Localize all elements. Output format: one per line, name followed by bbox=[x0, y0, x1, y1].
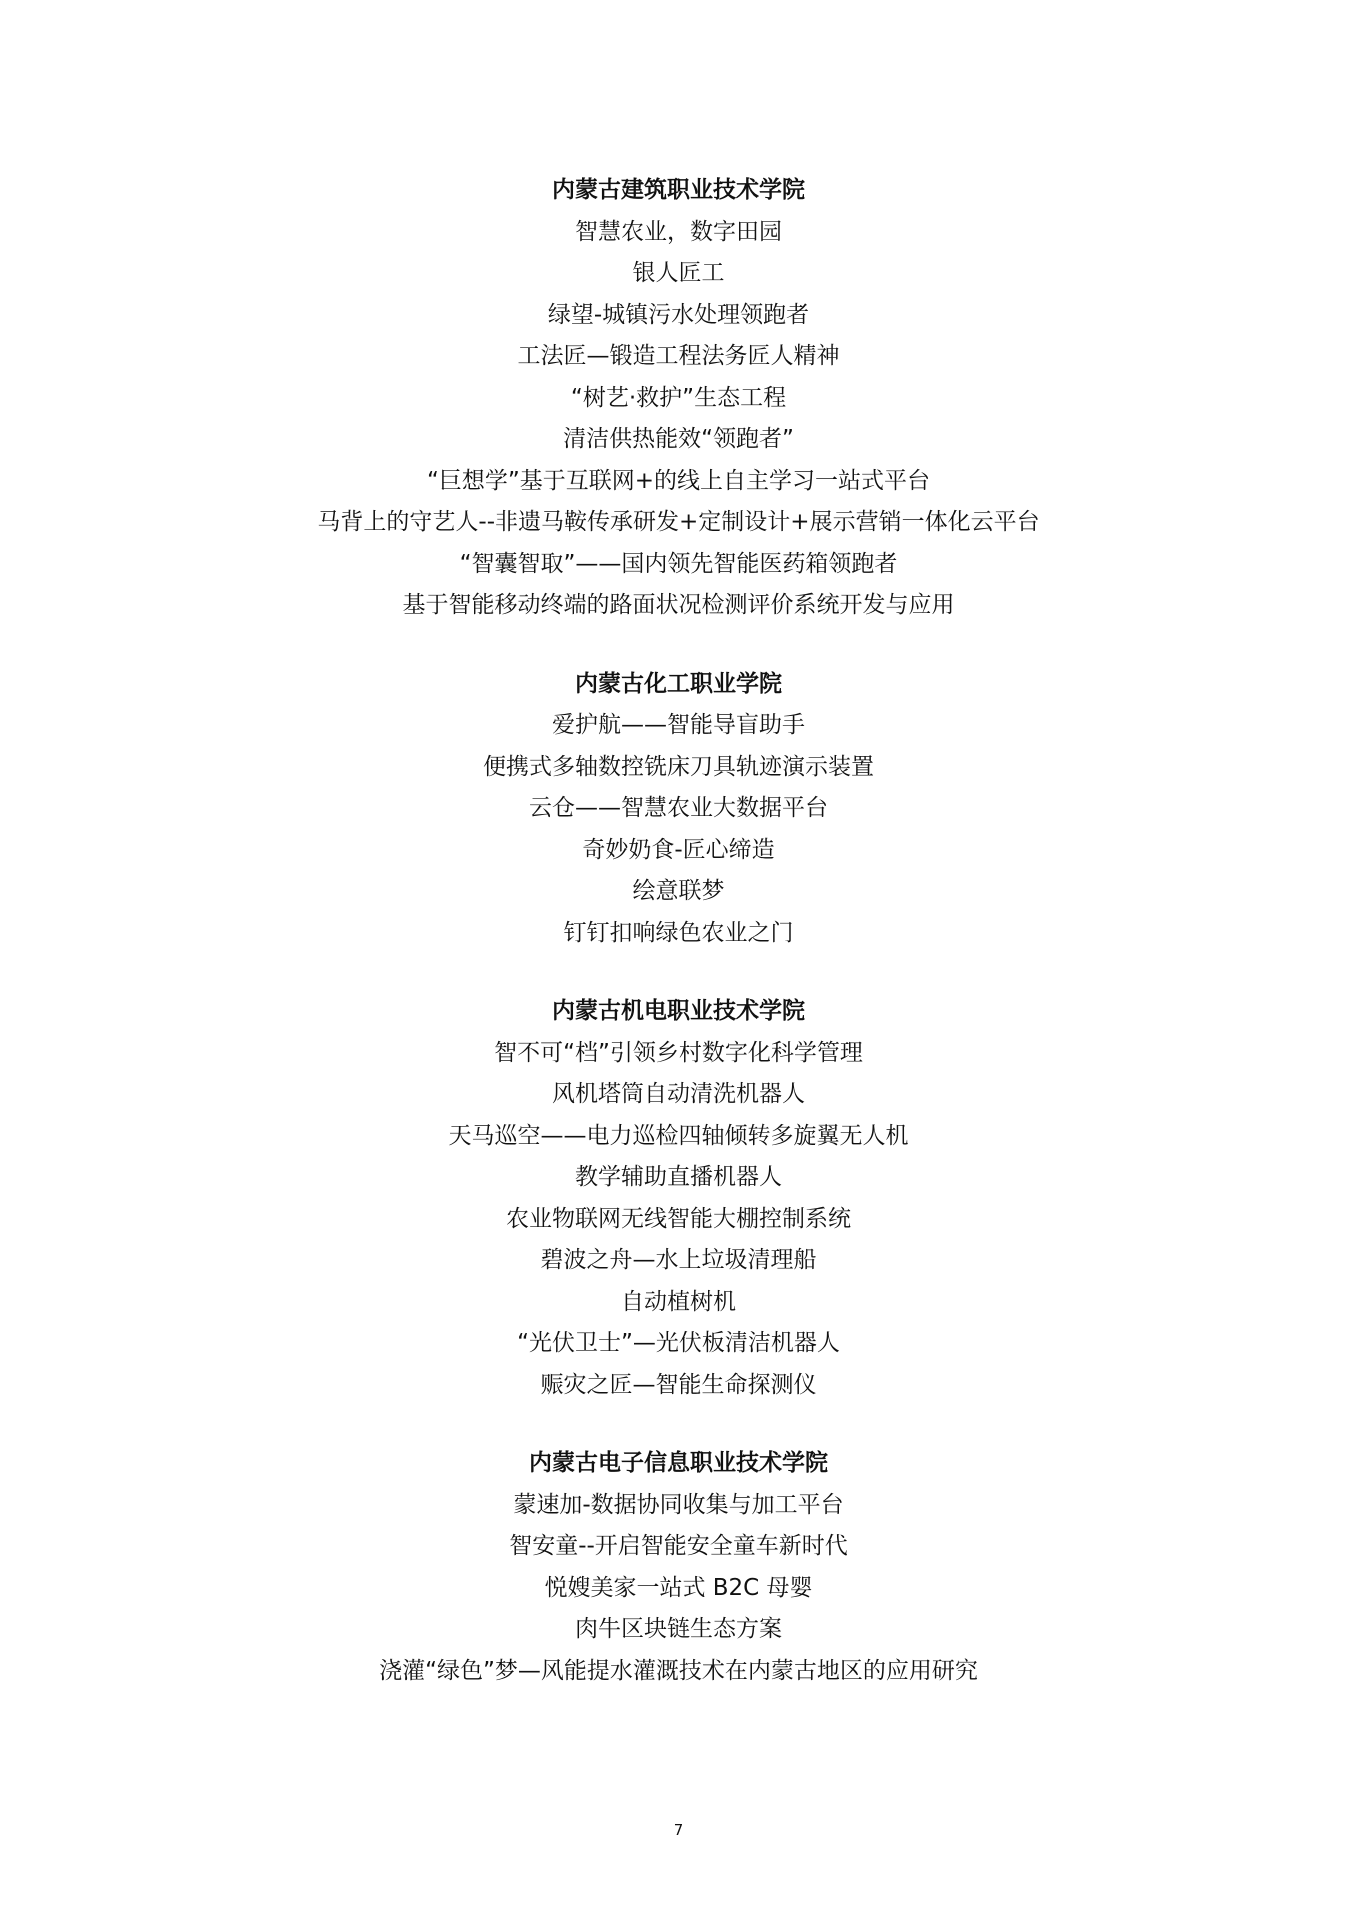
project-item: “巨想学”基于互联网+的线上自主学习一站式平台 bbox=[426, 467, 931, 494]
project-item: 智慧农业，数字田园 bbox=[575, 218, 782, 245]
project-item: 赈灾之匠—智能生命探测仪 bbox=[540, 1371, 817, 1398]
project-item: 云仓——智慧农业大数据平台 bbox=[529, 795, 828, 821]
project-item: 悦嫂美家一站式 B2C 母婴 bbox=[544, 1574, 813, 1601]
school-title: 内蒙古机电职业技术学院 bbox=[552, 998, 805, 1024]
project-item: 蒙速加-数据协同收集与加工平台 bbox=[513, 1491, 844, 1518]
document-body bbox=[0, 170, 1357, 1729]
project-item: 肉牛区块链生态方案 bbox=[575, 1616, 782, 1642]
project-item: 天马巡空——电力巡检四轴倾转多旋翼无人机 bbox=[448, 1122, 909, 1149]
project-item: 便携式多轴数控铣床刀具轨迹演示装置 bbox=[483, 753, 874, 780]
project-item: 自动植树机 bbox=[621, 1288, 736, 1315]
project-item: 绿望-城镇污水处理领跑者 bbox=[547, 301, 810, 328]
project-item: 智安童--开启智能安全童车新时代 bbox=[509, 1533, 848, 1559]
school-section bbox=[0, 991, 1357, 1406]
project-item: 银人匠工 bbox=[632, 260, 725, 286]
school-section bbox=[0, 664, 1357, 955]
school-section bbox=[0, 170, 1357, 627]
project-item: 基于智能移动终端的路面状况检测评价系统开发与应用 bbox=[402, 592, 955, 618]
project-item: 碧波之舟—水上垃圾清理船 bbox=[540, 1247, 817, 1273]
project-item: 清洁供热能效“领跑者” bbox=[563, 426, 794, 452]
project-item: 奇妙奶食-匠心缔造 bbox=[582, 836, 775, 863]
project-item: “树艺·救护”生态工程 bbox=[570, 384, 787, 411]
project-item: 爱护航——智能导盲助手 bbox=[552, 712, 805, 738]
project-item: 智不可“档”引领乡村数字化科学管理 bbox=[494, 1039, 863, 1066]
project-item: 教学辅助直播机器人 bbox=[575, 1164, 782, 1190]
page-number: 7 bbox=[673, 1821, 684, 1839]
project-item: 风机塔筒自动清洗机器人 bbox=[552, 1081, 805, 1107]
project-item: 马背上的守艺人--非遗马鞍传承研发+定制设计+展示营销一体化云平台 bbox=[317, 509, 1040, 535]
project-item: 工法匠—锻造工程法务匠人精神 bbox=[517, 343, 840, 369]
project-item: 钉钉扣响绿色农业之门 bbox=[563, 919, 794, 946]
project-item: “光伏卫士”—光伏板清洁机器人 bbox=[517, 1330, 840, 1356]
project-item: “智囊智取”——国内领先智能医药箱领跑者 bbox=[459, 550, 898, 577]
project-item: 浇灌“绿色”梦—风能提水灌溉技术在内蒙古地区的应用研究 bbox=[379, 1657, 978, 1684]
school-title: 内蒙古建筑职业技术学院 bbox=[552, 177, 805, 203]
project-item: 绘意联梦 bbox=[632, 878, 725, 904]
school-section bbox=[0, 1443, 1357, 1692]
school-title: 内蒙古电子信息职业技术学院 bbox=[529, 1450, 828, 1476]
project-item: 农业物联网无线智能大棚控制系统 bbox=[506, 1205, 851, 1232]
school-title: 内蒙古化工职业学院 bbox=[575, 670, 782, 697]
